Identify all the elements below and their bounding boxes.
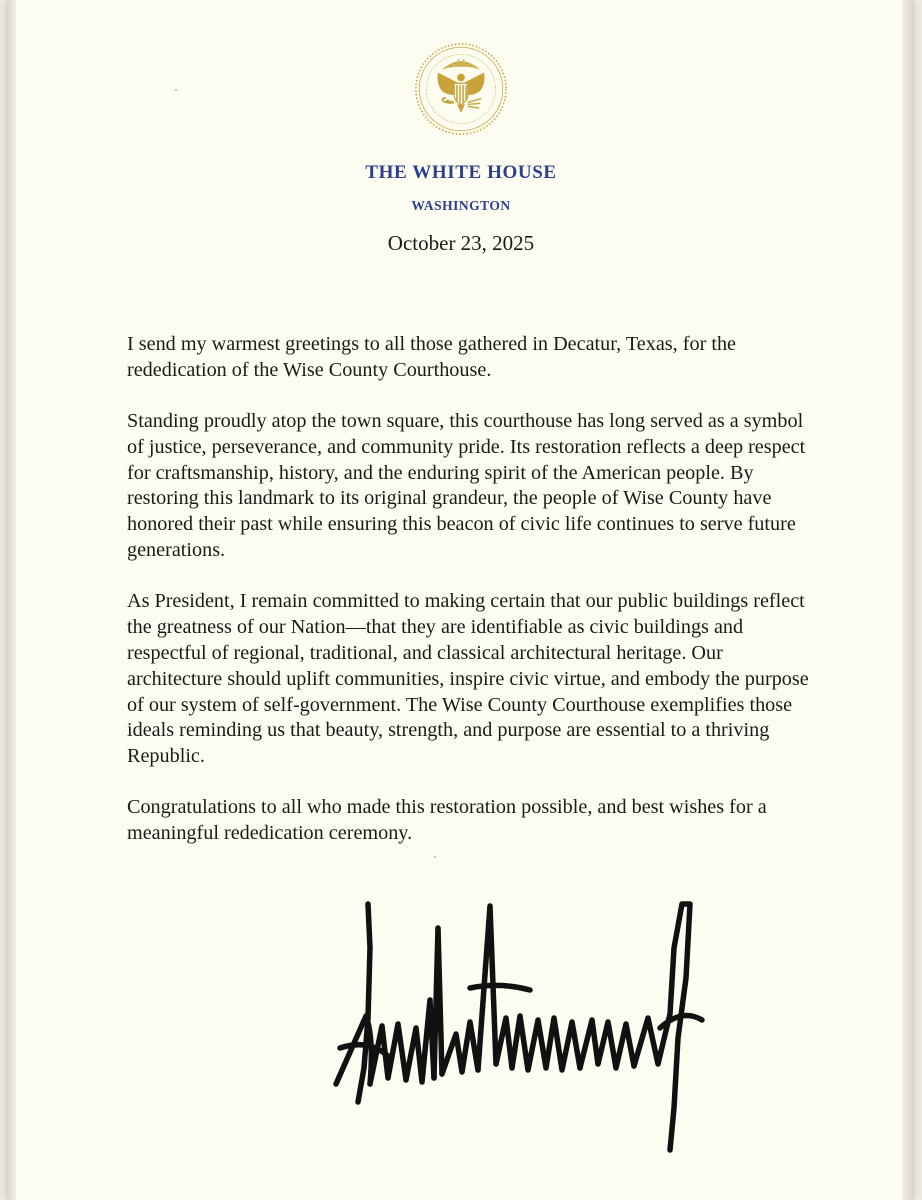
letterhead-title: THE WHITE HOUSE xyxy=(365,162,557,183)
body-paragraph: I send my warmest greetings to all those gathered in Decatur, Texas, for the rededication of the Wise County Courthouse. xyxy=(127,333,737,381)
body-paragraph: As President, I remain committed to making certain that our public buildings reflect the greatness of our Nation—that they are identifiable as civic buildings and respectful of regional, traditional, and classical architectural heritage. Our architecture should uplift communities, inspire civic virtue, and embody the purpose of our system of self-government. The Wise County Courthouse exemplifies those ideals reminding us that beauty, strength, and purpose are essential to a thriving Republic. xyxy=(127,590,809,768)
letter-body xyxy=(127,332,817,873)
letter-date: October 23, 2025 xyxy=(387,231,535,255)
handwritten-signature xyxy=(330,888,720,1160)
letterhead-city: WASHINGTON xyxy=(411,198,511,213)
body-paragraph: Congratulations to all who made this restoration possible, and best wishes for a meaningful rededication ceremony. xyxy=(127,796,767,845)
body-paragraph: Standing proudly atop the town square, this courthouse has long served as a symbol of justice, perseverance, and community pride. Its restoration reflects a deep respect for craftsmanship, history, and the enduring spirit of the American people. By restoring this landmark to its original grandeur, the people of Wise County have honored their past while ensuring this beacon of civic life continues to serve future generations. xyxy=(127,410,806,562)
presidential-seal-icon xyxy=(413,41,509,137)
paper-speck xyxy=(434,856,436,858)
paper-speck xyxy=(175,89,177,91)
